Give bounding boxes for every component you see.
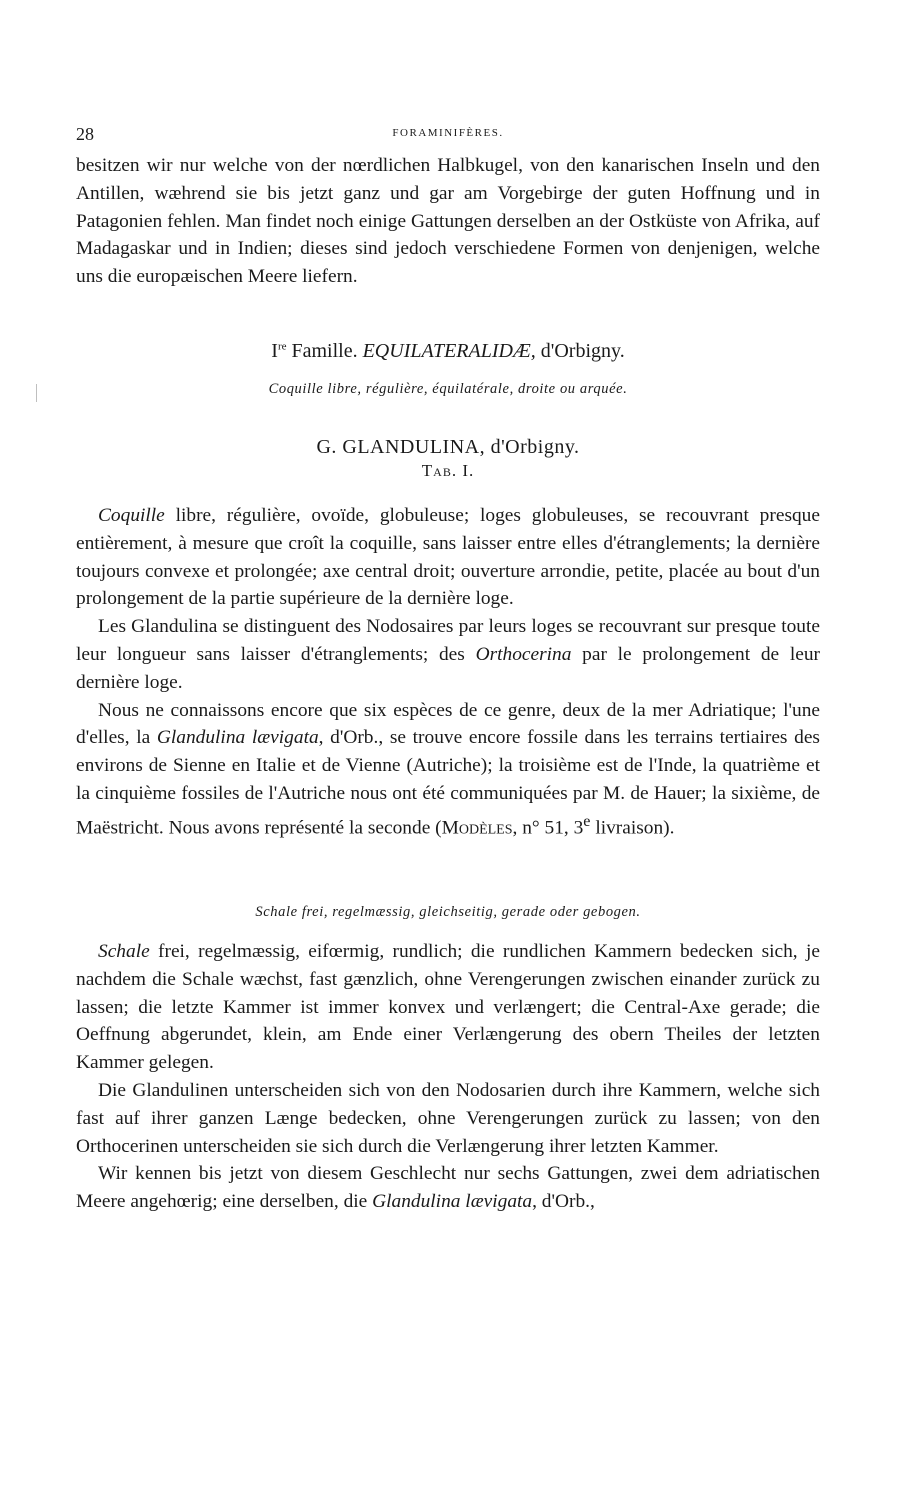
paragraph-lead: Schale [98,941,150,962]
paragraph-text: frei, regelmæssig, eifœrmig, rundlich; die rundlichen Kammern bedecken sich, je nachdem die Schale wæchst, fast gænzlich, ohne Verengerungen zwischen einander zurück zu lassen; die letzte Kammer ist immer konvex und verlængert; die Central-Axe gerade; die Oeffnung abgerundet, klein, am Ende einer Verlængerung des obern Theiles der letzten Kammer gelegen. [76,941,820,1074]
paragraph [76,1160,820,1216]
margin-mark [36,384,37,402]
species-name: Glandulina lævigata [372,1191,533,1213]
paragraph-text: Les Glandulina se distinguent des Nodosaires par leurs loges se recouvrant sur presque toute leur longueur sans laisser d'étranglements; des [76,616,820,665]
family-author: d'Orbigny. [540,340,625,362]
paragraph-text: , d'Orb., se trouve encore fossile dans les terrains tertiaires des environs de Sienne en Italie et de Vienne (Autriche); la troisième est de l'Inde, la quatrième et la cinquième fossiles de l'Autriche nous ont été communiquées par M. de Hauer; la sixième, de Maëstricht. Nous avons représenté la seconde ( [76,727,820,839]
species-name: Glandulina lævigata [156,727,319,749]
family-name: EQUILATERALIDÆ, [362,340,536,362]
paragraph [76,938,820,1077]
paragraph: besitzen wir nur welche von der nœrdlichen Halbkugel, von den kanarischen Inseln und den Antillen, wæhrend sie bis jetzt ganz und gar am Vorgebirge der guten Hoffnung und in Patagonien fehlen. Man findet noch einige Gattungen derselben an der Ostküste von Afrika, auf Madagaskar und in Indien; dieses sind jedoch verschiedene Formen von denjenigen, welche uns die europæischen Meere liefern. [76,155,820,288]
running-title: FORAMINIFÈRES. [392,127,504,139]
paragraph [76,697,820,842]
german-description [76,938,820,1216]
paragraph-text: par le prolongement de leur dernière loge. [76,643,821,693]
running-head [76,124,820,148]
family-heading [76,340,820,363]
paragraph [76,502,820,613]
paragraph: Die Glandulinen unterscheiden sich von den Nodosarien durch ihre Kammern, welche sich fast auf ihrer ganzen Længe bedecken, ohne Verengerungen zurück zu lassen; von den Orthocerinen unterscheiden sie sich durch die Verlængerung ihrer letzten Kammer. [76,1079,820,1157]
superscript: e [583,812,591,830]
paragraph-text: , d'Orb., [532,1191,595,1213]
plate-reference: Tab. I. [421,461,475,480]
paragraph-lead: Coquille [98,505,165,526]
paragraph [76,613,820,696]
paragraph-text: livraison). [590,817,675,839]
german-subtitle: Schale frei, regelmæssig, gleichseitig, gerade oder gebogen. [255,904,641,920]
family-numeral-sup: re [277,340,287,353]
page-number: 28 [76,124,94,144]
paragraph-text: Wir kennen bis jetzt von diesem Geschlecht nur sechs Gattungen, zwei dem adriatischen Meere angehœrig; eine derselben, die [76,1163,820,1213]
family-subtitle: Coquille libre, régulière, équilatérale, droite ou arquée. [268,381,628,397]
genus-title: G. GLANDULINA, d'Orbigny. [316,436,580,458]
paragraph-text: Nous ne connaissons encore que six espèces de ce genre, deux de la mer Adriatique; l'une d'elles, la [76,699,820,749]
models-reference: Modèles [441,817,513,839]
paragraph-text: libre, régulière, ovoïde, globuleuse; loges globuleuses, se recouvrant presque entièrement, à mesure que croît la coquille, sans laisser entre elles d'étranglements; la dernière toujours convexe et prolongée; axe central droit; ouverture arrondie, petite, placée au bout d'un prolongement de la partie supérieure de la dernière loge. [76,505,820,610]
paragraph-text: , n° 51, 3 [512,817,584,839]
genus-name: Orthocerina [475,643,572,665]
family-numeral: I [271,340,278,362]
french-description [76,502,820,842]
continuation-text [76,152,820,291]
family-label: Famille. [291,340,358,362]
